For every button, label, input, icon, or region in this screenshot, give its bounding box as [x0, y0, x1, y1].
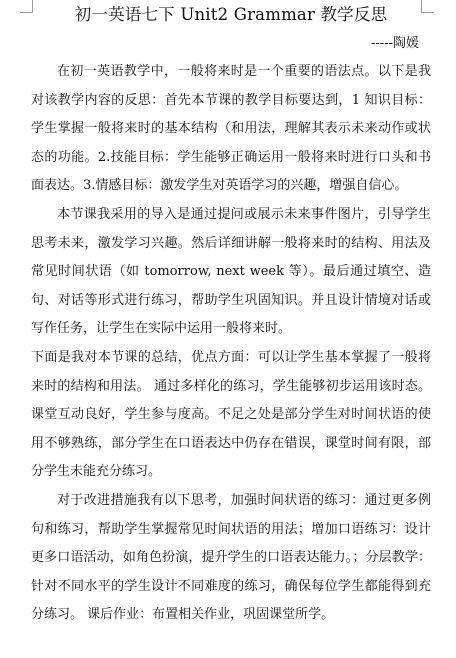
document-title: 初一英语七下 Unit2 Grammar 教学反思	[74, 5, 388, 24]
paragraph-summary: 下面是我对本节课的总结，优点方面：可以让学生基本掌握了一般将来时的结构和用法。 通过多样化的练习，学生能够初步运用该时态。课堂互动良好，学生参与度高。不足之处是部分学生对时间状语的使用不够熟练，部分学生在口语表达中仍存在错误，课堂时间有限，部分学生未能充分练习。	[31, 349, 431, 480]
paragraph-objectives: 在初一英语教学中，一般将来时是一个重要的语法点。以下是我对该教学内容的反思：首先本节课的教学目标要达到，1 知识目标：学生掌握一般将来时的基本结构（和用法，理解其表示未来动作或状态的功能。2.技能目标：学生能够正确运用一般将来时进行口头和书面表达。3.情感目标：激发学生对英语学习的兴趣，增强自信心。	[31, 64, 431, 194]
paragraph-improvements: 对于改进措施我有以下思考，加强时间状语的练习：通过更多例句和练习，帮助学生掌握常见时间状语的用法；增加口语练习：设计更多口语活动，如角色扮演，提升学生的口语表达能力。；分层教学：针对不同水平的学生设计不同难度的练习，确保每位学生都能得到充分练习。 课后作业：布置相关作业，巩固课堂所学。	[31, 492, 431, 623]
document-page	[31, 4, 431, 630]
document-author: -----陶媛	[371, 36, 419, 51]
paragraph-lesson-process: 本节课我采用的导入是通过提问或展示未来事件图片，引导学生思考未来，激发学习兴趣。然后详细讲解一般将来时的结构、用法及常见时间状语（如 tomorrow, next week 等）。最后通过填空、造句、对话等形式进行练习，帮助学生巩固知识。并且设计情境对话或写作任务，让学生在实际中运用一般将来时。	[31, 206, 431, 337]
